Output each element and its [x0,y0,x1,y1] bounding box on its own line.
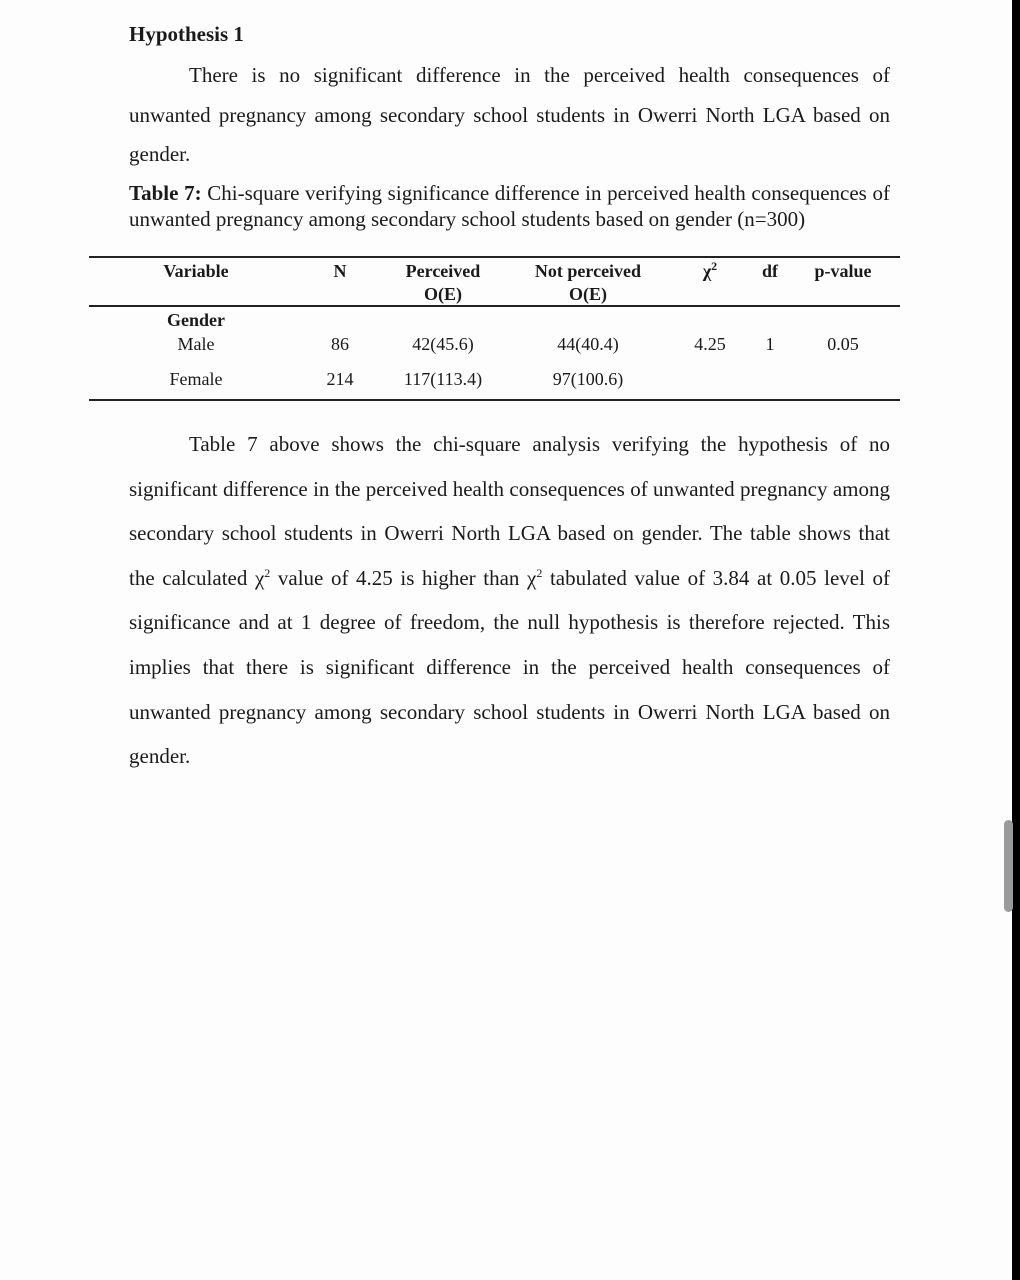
table-caption-label: Table 7: [129,181,202,205]
header-not-perceived: Not perceived [534,261,642,281]
header-df: df [761,261,778,281]
header-perceived-sub: O(E) [424,284,462,304]
row-female-perceived: 117(113.4) [403,369,483,389]
row-male-p-value: 0.05 [827,334,859,354]
chi-symbol-b: χ [527,565,537,590]
group-label-gender: Gender [167,310,225,330]
header-p-value: p-value [814,261,872,281]
table-caption [129,180,890,232]
header-variable: Variable [163,261,229,281]
row-male-df: 1 [765,334,775,354]
scrollbar-thumb[interactable] [1004,820,1013,912]
chi-symbol-a: χ [254,565,265,590]
row-male-not-perceived: 44(40.4) [557,334,619,354]
chi-superscript-a: 2 [264,565,271,580]
row-male-variable: Male [177,334,215,354]
header-n: N [333,261,347,281]
row-female-variable: Female [169,369,223,389]
header-not-perceived-sub: O(E) [569,284,607,304]
table-caption-text: Chi-square verifying significance difference in perceived health consequences of unwanted pregnancy among secondary school students based on gender (n=300) [129,181,890,231]
row-male-n: 86 [331,334,349,354]
header-chi-square [685,260,735,282]
discussion-part3: tabulated value of 3.84 at 0.05 level of significance and at 1 degree of freedom, the null hypothesis is therefore rejected. This implies that there is significant difference in the perceived health consequences of unwanted pregnancy among secondary school students in Owerri North LGA based on gender. [129,565,891,769]
table-bottom-rule [89,399,900,401]
chi-symbol: χ [702,261,712,281]
chi-superscript: 2 [711,259,718,273]
header-perceived: Perceived [405,261,481,281]
row-female-not-perceived: 97(100.6) [552,369,624,389]
discussion-part1: Table 7 above shows the chi-square analysis verifying the hypothesis of no significant difference in the perceived health consequences of unwanted pregnancy among secondary school students in Owerri North LGA based on gender. The table shows that the calculated [129,432,890,590]
section-heading: Hypothesis 1 [129,22,244,46]
discussion-paragraph [129,422,890,779]
table-top-rule [89,256,900,258]
row-female-n: 214 [326,369,354,389]
row-male-perceived: 42(45.6) [412,334,474,354]
row-male-chi2: 4.25 [694,334,726,354]
hypothesis-paragraph: There is no significant difference in the perceived health consequences of unwanted pregnancy among secondary school students in Owerri North LGA based on gender. [129,63,890,166]
table-header-rule [89,305,900,307]
discussion-part2: value of 4.25 is higher than [270,565,528,590]
chi-superscript-b: 2 [536,565,543,580]
